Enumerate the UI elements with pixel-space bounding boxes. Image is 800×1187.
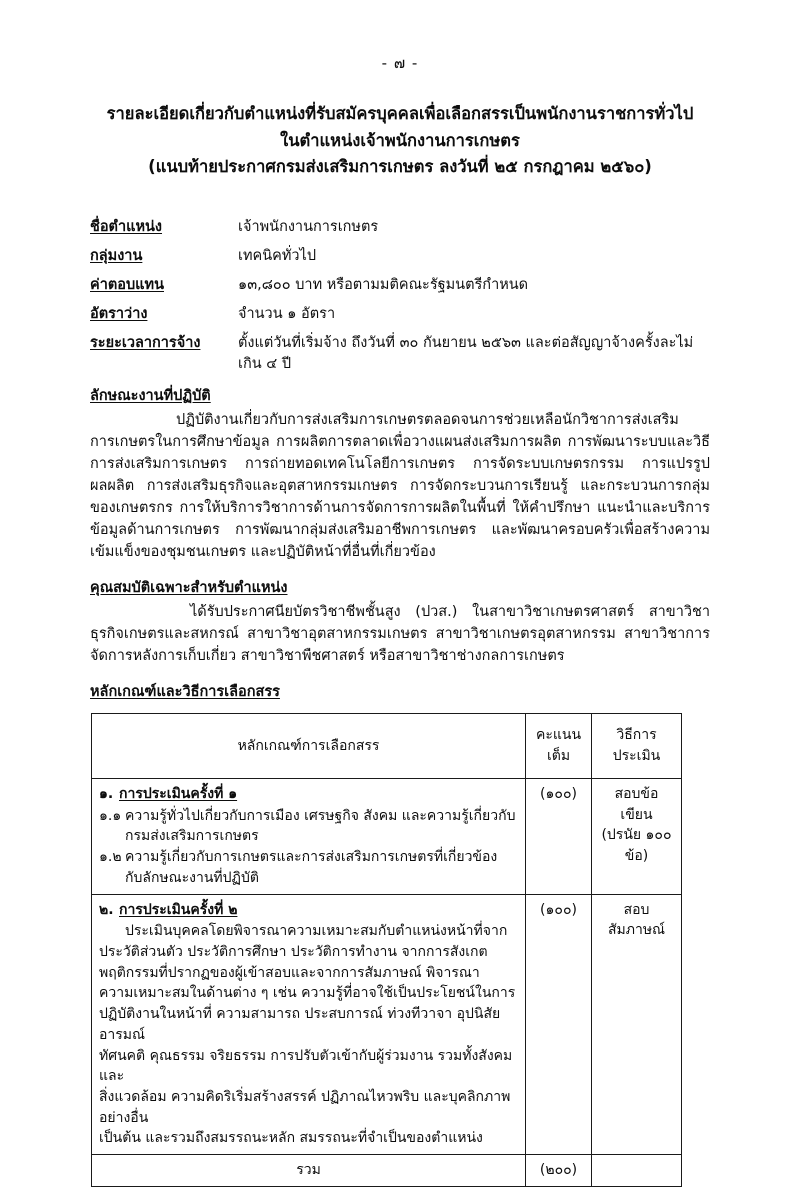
- table-row-assessment-1: [92, 778, 682, 894]
- field-label-vacancy: อัตราว่าง: [90, 306, 148, 323]
- field-row-vacancy: [90, 304, 710, 325]
- assessment-1-subitem-2-line-1: ความรู้เกี่ยวกับการเกษตรและการส่งเสริมการเกษตรที่เกี่ยวข้อง: [125, 849, 498, 866]
- assessment-2-body-line-8: เป็นต้น และรวมถึงสมรรถนะหลัก สมรรถนะที่จำเป็นของตำแหน่ง: [99, 1130, 483, 1147]
- assessment-2-body-line-5: ปฏิบัติงานในหน้าที่ ความสามารถ ประสบการณ์ ท่วงทีวาจา อุปนิสัย อารมณ์: [99, 1006, 501, 1043]
- cell-criteria-assessment-1: [92, 778, 526, 894]
- title-line-3: (แนบท้ายประกาศกรมส่งเสริมการเกษตร ลงวันที่ ๒๕ กรกฎาคม ๒๕๖๐): [148, 157, 652, 177]
- assessment-2-method-line-1: สอบสัมภาษณ์: [607, 901, 666, 939]
- table-row-assessment-2: [92, 894, 682, 1155]
- field-row-employment-period: [90, 333, 710, 374]
- document-title: [0, 101, 800, 181]
- assessment-1-subitem-2-number: ๑.๒: [99, 849, 122, 866]
- assessment-2-body-line-1: ประเมินบุคคลโดยพิจารณาความเหมาะสมกับตำแหน่งหน้าที่จาก: [125, 923, 508, 940]
- field-row-compensation: [90, 275, 710, 296]
- assessment-1-method-line-1: สอบข้อเขียน: [614, 785, 659, 823]
- field-row-position-name: [90, 217, 710, 238]
- selection-criteria-table: [91, 713, 682, 1187]
- cell-total-label: รวม: [92, 1155, 526, 1187]
- assessment-2-body-line-7: สิ่งแวดล้อม ความคิดริเริ่มสร้างสรรค์ ปฏิภาณไหวพริบ และบุคลิกภาพอย่างอื่น: [99, 1089, 511, 1126]
- title-line-1: รายละเอียดเกี่ยวกับตำแหน่งที่รับสมัครบุคคลเพื่อเลือกสรรเป็นพนักงานราชการทั่วไป: [106, 104, 694, 123]
- assessment-1-subitem-2: [99, 847, 518, 868]
- column-header-criteria: หลักเกณฑ์การเลือกสรร: [92, 713, 526, 778]
- cell-total-method: [592, 1155, 682, 1187]
- column-header-score: [526, 713, 592, 778]
- assessment-2-body-line-3: พฤติกรรมที่ปรากฏของผู้เข้าสอบและจากการสัมภาษณ์ พิจารณา: [99, 964, 480, 981]
- table-header-row: [92, 713, 682, 778]
- assessment-1-subitem-1-number: ๑.๑: [99, 807, 122, 824]
- table-body: [92, 778, 682, 1186]
- section-heading-qualifications: คุณสมบัติเฉพาะสำหรับตำแหน่ง: [90, 579, 288, 596]
- section-body-duties: ปฏิบัติงานเกี่ยวกับการส่งเสริมการเกษตรตลอดจนการช่วยเหลือนักวิชาการส่งเสริมการเกษตรในการศึกษาข้อมูล การผลิตการตลาดเพื่อวางแผนส่งเสริมการผลิต การพัฒนาระบบและวิธีการส่งเสริมการเกษตร การถ่ายทอดเทคโนโลยีการเกษตร การจัดระบบเกษตรกรรม การแปรรูปผลผลิต การส่งเสริมธุรกิจและอุตสาหกรรมเกษตร การจัดกระบวนการเรียนรู้ และกระบวนการกลุ่มของเกษตรกร การให้บริการวิชาการด้านการจัดการการผลิตในพื้นที่ ให้คำปรึกษา แนะนำและบริการข้อมูลด้านการเกษตร การพัฒนากลุ่มส่งเสริมอาชีพการเกษตร และพัฒนาครอบครัวเพื่อสร้างความเข้มแข็งของชุมชนเกษตร และปฏิบัติหน้าที่อื่นที่เกี่ยวข้อง: [90, 411, 710, 560]
- assessment-1-subitem-1-line-1: ความรู้ทั่วไปเกี่ยวกับการเมือง เศรษฐกิจ สังคม และความรู้เกี่ยวกับ: [125, 807, 516, 824]
- cell-score-assessment-1: (๑๐๐): [526, 778, 592, 894]
- field-label-work-group: กลุ่มงาน: [90, 248, 143, 265]
- assessment-2-body-line-4: ความเหมาะสมในด้านต่าง ๆ เช่น ความรู้ที่อาจใช้เป็นประโยชน์ในการ: [99, 985, 516, 1002]
- assessment-1-subitem-1-line-2: กรมส่งเสริมการเกษตร: [125, 828, 259, 845]
- section-heading-duties: ลักษณะงานที่ปฏิบัติ: [90, 387, 211, 404]
- position-details-list: [90, 217, 710, 374]
- cell-method-assessment-1: [592, 778, 682, 894]
- section-body-qualifications: ได้รับประกาศนียบัตรวิชาชีพชั้นสูง (ปวส.) ในสาขาวิชาเกษตรศาสตร์ สาขาวิชาธุรกิจเกษตรและสหกรณ์ สาขาวิชาอุตสาหกรรมเกษตร สาขาวิชาเกษตรอุตสาหกรรม สาขาวิชาการจัดการหลังการเก็บเกี่ยว สาขาวิชาพืชศาสตร์ หรือสาขาวิชาช่างกลการเกษตร: [90, 603, 710, 664]
- field-label-employment-period: ระยะเวลาการจ้าง: [90, 335, 201, 352]
- assessment-1-method-line-2: (ปรนัย ๑๐๐ ข้อ): [601, 827, 672, 865]
- field-row-work-group: [90, 246, 710, 267]
- cell-criteria-assessment-2: [92, 894, 526, 1155]
- cell-total-score: (๒๐๐): [526, 1155, 592, 1187]
- assessment-1-title-text: การประเมินครั้งที่ ๑: [119, 785, 238, 802]
- title-line-2: ในตำแหน่งเจ้าพนักงานการเกษตร: [280, 130, 520, 150]
- column-header-score-line-1: คะแนน: [535, 727, 582, 744]
- assessment-2-number: ๒.: [99, 901, 114, 918]
- assessment-1-number: ๑.: [99, 785, 114, 802]
- assessment-2-title-text: การประเมินครั้งที่ ๒: [119, 901, 238, 918]
- cell-score-assessment-2: (๑๐๐): [526, 894, 592, 1155]
- assessment-2-body-line-2: ประวัติส่วนตัว ประวัติการศึกษา ประวัติการทำงาน จากการสังเกต: [99, 943, 488, 960]
- field-label-compensation: ค่าตอบแทน: [90, 277, 164, 294]
- field-value-position-name: เจ้าพนักงานการเกษตร: [238, 219, 379, 236]
- field-value-employment-period: ตั้งแต่วันที่เริ่มจ้าง ถึงวันที่ ๓๐ กันยายน ๒๕๖๓ และต่อสัญญาจ้างครั้งละไม่เกิน ๔ ปี: [238, 335, 694, 373]
- field-label-position-name: ชื่อตำแหน่ง: [90, 219, 163, 236]
- assessment-2-title: [99, 900, 518, 921]
- assessment-1-title: [99, 784, 518, 805]
- cell-method-assessment-2: [592, 894, 682, 1155]
- section-heading-selection: หลักเกณฑ์และวิธีการเลือกสรร: [90, 683, 280, 700]
- column-header-score-line-2: เต็ม: [546, 747, 571, 764]
- assessment-1-subitem-1: [99, 806, 518, 827]
- column-header-method: วิธีการประเมิน: [592, 713, 682, 778]
- table-row-total: [92, 1155, 682, 1187]
- document-content: [90, 217, 710, 1187]
- assessment-2-body-line-6: ทัศนคติ คุณธรรม จริยธรรม การปรับตัวเข้ากับผู้ร่วมงาน รวมทั้งสังคม และ: [99, 1047, 513, 1085]
- field-value-vacancy: จำนวน ๑ อัตรา: [238, 306, 336, 323]
- field-value-work-group: เทคนิคทั่วไป: [238, 248, 317, 265]
- page-number: - ๗ -: [381, 54, 419, 72]
- field-value-compensation: ๑๓,๘๐๐ บาท หรือตามมติคณะรัฐมนตรีกำหนด: [238, 277, 529, 294]
- table-header: [92, 713, 682, 778]
- assessment-1-subitem-2-line-2: กับลักษณะงานที่ปฏิบัติ: [125, 869, 259, 886]
